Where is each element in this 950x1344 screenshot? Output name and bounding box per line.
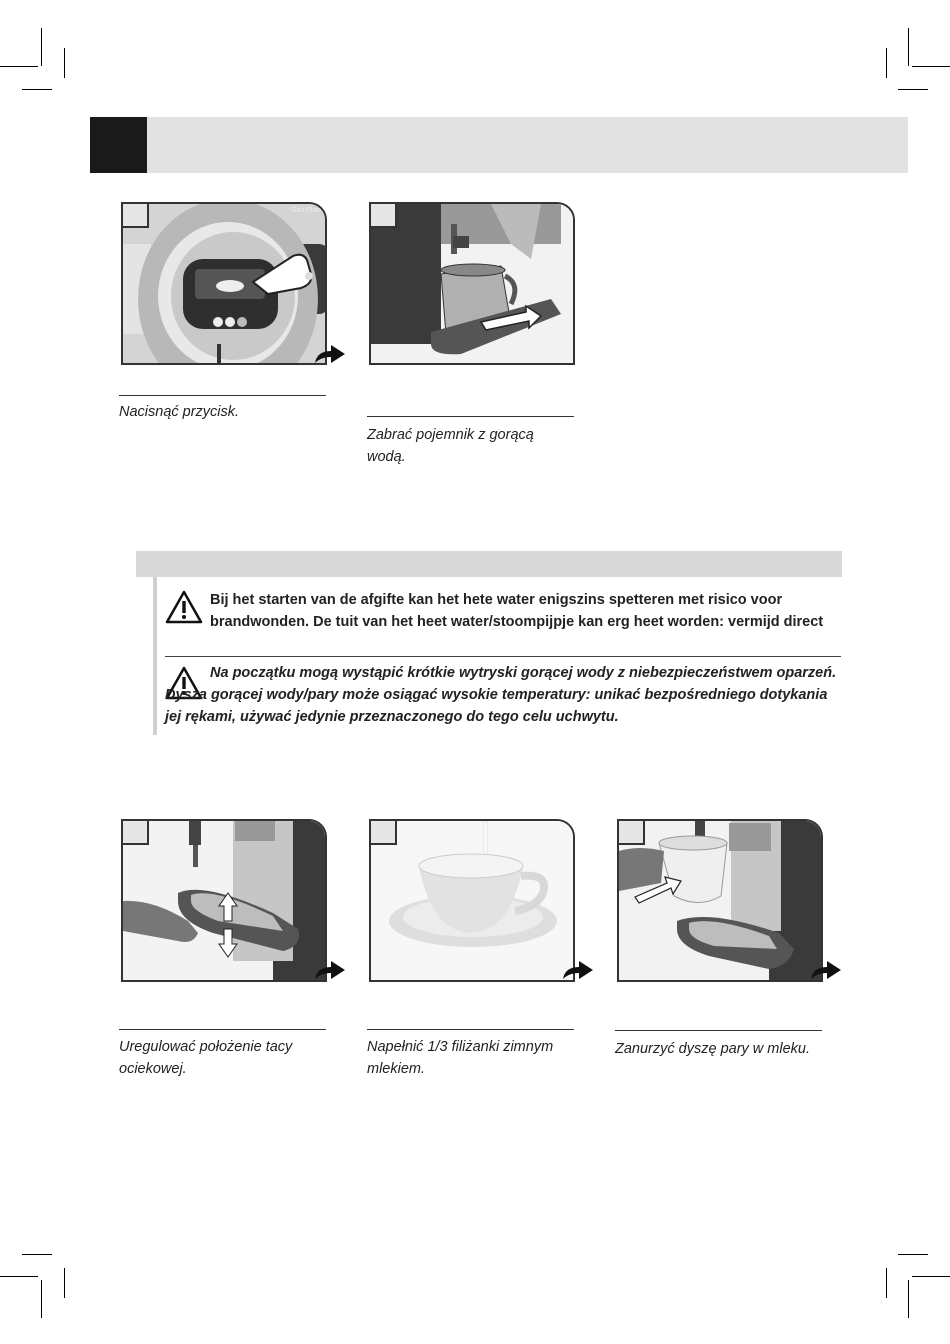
warning-text-polish: Na początku mogą wystąpić krótkie wytryski gorącej wody z niebezpieczeństwem oparzeń. Dysza gorącej wody/pary może osiągać wysokie temperatury: unikać bezpośredniego dotykania jej rękami, używać jedynie przeznaczonego do tego celu uchwytu. (165, 665, 837, 725)
warning-header-bar (136, 551, 842, 577)
crop-mark (0, 66, 38, 67)
crop-mark (22, 89, 52, 90)
step-caption: Napełnić 1/3 filiżanki zimnym mlekiem. (367, 1039, 554, 1077)
step-caption: Nacisnąć przycisk. (119, 404, 240, 420)
caption-rule (119, 395, 326, 396)
crop-mark (912, 1276, 950, 1277)
caption-rule (367, 416, 574, 417)
step-illustration-steam-wand (617, 819, 823, 982)
step-caption: Zabrać pojemnik z gorącą wodą. (367, 427, 534, 465)
crop-mark (0, 1276, 38, 1277)
next-step-arrow-icon (561, 959, 595, 981)
next-step-arrow-icon (313, 959, 347, 981)
remove-water-jug-illustration (371, 204, 575, 365)
section-number-block (90, 117, 147, 173)
caption-rule (367, 1029, 574, 1030)
warning-divider (165, 656, 841, 657)
next-step-arrow-icon (809, 959, 843, 981)
caption-rule (119, 1029, 326, 1030)
warning-side-bar (153, 577, 157, 735)
machine-button-press-illustration (123, 204, 327, 365)
step-number-box (123, 204, 149, 228)
crop-mark (22, 1254, 52, 1255)
adjust-drip-tray-illustration (123, 821, 327, 982)
crop-mark (886, 48, 887, 78)
step-number-box (371, 821, 397, 845)
caption-rule (615, 1030, 822, 1031)
section-header-bar (90, 117, 908, 173)
crop-mark (898, 1254, 928, 1255)
next-step-arrow-icon (313, 343, 347, 365)
cup-of-milk-illustration (371, 821, 575, 982)
step-number-box (619, 821, 645, 845)
crop-mark (898, 89, 928, 90)
crop-mark (64, 48, 65, 78)
step-number-box (371, 204, 397, 228)
step-illustration-remove-jug (369, 202, 575, 365)
crop-mark (41, 1280, 42, 1318)
crop-mark (41, 28, 42, 66)
brand-label: Giro Plus (291, 207, 320, 214)
crop-mark (908, 28, 909, 66)
warning-triangle-icon (165, 590, 203, 624)
steam-wand-in-cup-illustration (619, 821, 823, 982)
step-illustration-milk-cup (369, 819, 575, 982)
step-caption: Uregulować położenie tacy ociekowej. (119, 1039, 293, 1077)
crop-mark (908, 1280, 909, 1318)
step-number-box (123, 821, 149, 845)
crop-mark (912, 66, 950, 67)
crop-mark (886, 1268, 887, 1298)
warning-text-dutch: Bij het starten van de afgifte kan het hete water enigszins spetteren met risico voor brandwonden. De tuit van het heet water/stoompijpje kan erg heet worden: vermijd direct (210, 592, 824, 630)
crop-mark (64, 1268, 65, 1298)
step-illustration-drip-tray (121, 819, 327, 982)
step-illustration-button-press (121, 202, 327, 365)
step-caption: Zanurzyć dyszę pary w mleku. (615, 1041, 811, 1057)
